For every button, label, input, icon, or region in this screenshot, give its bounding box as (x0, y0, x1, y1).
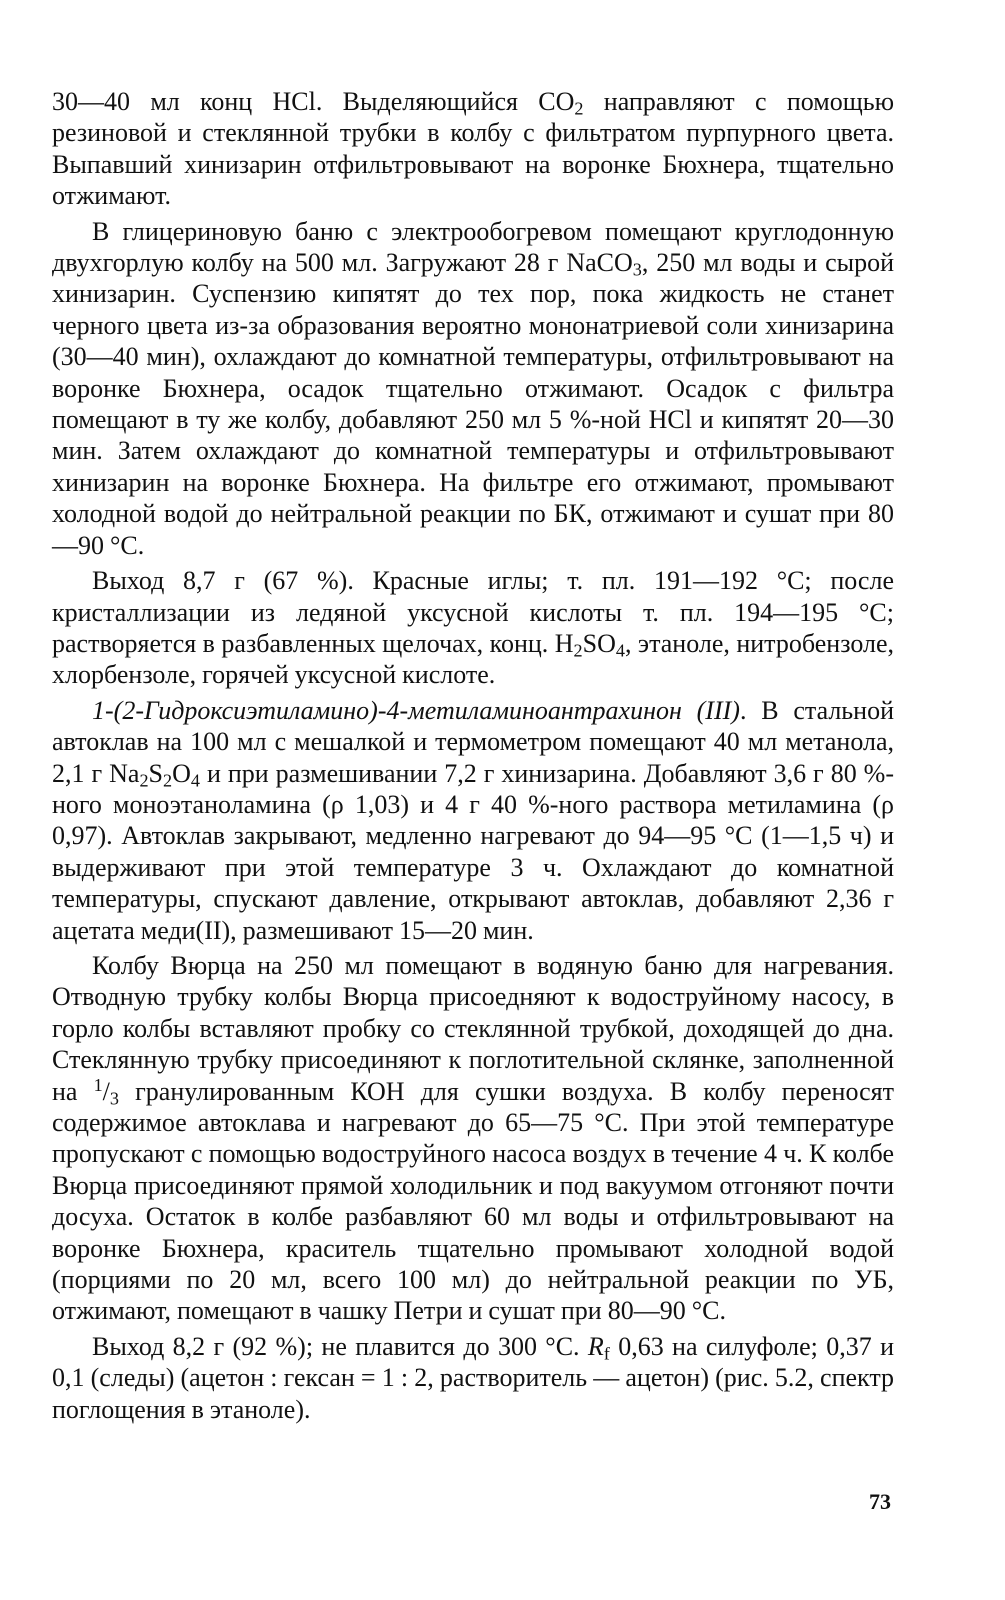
paragraph-5-text: Колбу Вюрца на 250 мл помещают в водяную баню для нагревания. Отводную трубку колбы Вюрца присоедняют к водоструйному насосу, в горло колбы вставляют пробку со стеклянной трубкой, доходящей до дна. Стеклянную трубку присоединяют к поглотительной склянке, заполненной на (52, 950, 894, 1106)
paragraph-2 (52, 216, 894, 561)
paragraph-4-text: O (172, 758, 191, 788)
paragraph-4-text: S (148, 758, 164, 788)
paragraph-4-text: . В стальной автоклав на 100 мл с мешалкой и термометром помещают 40 мл метанола, 2,1 г Na (52, 695, 894, 788)
paragraph-5-text: гранулированным КОН для сушки воздуха. В колбу переносят содержимое автоклава и нагревают до 65—75 °С. При этой температуре пропускают с помощью водоструйного насоса воздух в течение 4 ч. К колбе Вюрца присоединяют прямой холодильник и под вакуумом отгоняют почти досуха. Остаток в колбе разбавляют 60 мл воды и отфильтровывают на воронке Бюхнера, краситель тщательно промывают холодной водой (порциями по 20 мл, всего 100 мл) до нейтральной реакции по УБ, отжимают, помещают в чашку Петри и сушат при 80—90 °С. (52, 1076, 894, 1326)
subscript: 3 (632, 259, 642, 280)
paragraph-4-text: и при размешивании 7,2 г хинизарина. Добавляют 3,6 г 80 %-ного моноэтаноламина (ρ 1,03) и 4 г 40 %-ного раствора метиламина (ρ 0,97). Автоклав закрывают, медленно нагревают до 94—95 °С (1—1,5 ч) и выдерживают при этой температуре 3 ч. Охлаждают до комнатной температуры, спускают давление, открывают автоклав, добавляют 2,36 г ацетата меди(II), размешивают 15—20 мин. (52, 758, 894, 945)
subscript: 2 (573, 640, 583, 661)
paragraph-2-text: В глицериновую баню с электрообогревом помещают круглодонную двухгорлую колбу на 500 мл. Загружают 28 г NaCO (52, 216, 894, 278)
fraction-denominator: 3 (109, 1088, 119, 1109)
subscript: 2 (163, 770, 173, 791)
paragraph-6-text: Выход 8,2 г (92 %); не плавится до 300 °С. (92, 1331, 588, 1361)
paragraph-3 (52, 565, 894, 691)
rf-subscript: f (603, 1343, 610, 1364)
compound-title: 1-(2-Гидроксиэтиламино)-4-метиламиноантрахинон (92, 695, 682, 725)
paragraph-3-text: SO (582, 628, 616, 658)
subscript: 4 (190, 770, 200, 791)
paragraph-1-text: 30—40 мл конц HCl. Выделяющийся CO (52, 87, 575, 116)
fraction-numerator: 1 (93, 1074, 103, 1095)
paragraph-6-text: 0,63 на силуфоле; 0,37 и 0,1 (следы) (ацетон : гексан = 1 : 2, растворитель — ацетон) (рис. 5.2, спектр поглощения в этаноле). (52, 1331, 894, 1424)
paragraph-3-text: , этаноле, нитробензоле, хлорбензоле, горячей уксусной кислоте. (52, 628, 894, 690)
subscript: 2 (139, 770, 149, 791)
paragraph-5 (52, 950, 894, 1327)
paragraph-3-text: Выход 8,7 г (67 %). Красные иглы; т. пл. 191—192 °С; после кристаллизации из ледяной уксусной кислоты т. пл. 194—195 °С; растворяется в разбавленных щелочах, конц. H (52, 566, 894, 658)
compound-label: (III) (681, 695, 740, 725)
paragraph-6 (52, 1331, 894, 1425)
paragraph-1-text: направляют с помощью резиновой и стеклянной трубки в колбу с фильтратом пурпурного цвета. Выпавший хинизарин отфильтровывают на воронке Бюхнера, тщательно отжимают. (52, 87, 894, 211)
subscript: 2 (574, 98, 584, 119)
paragraph-2-text: , 250 мл воды и сырой хинизарин. Суспензию кипятят до тех пор, пока жидкость не станет черного цвета из-за образования вероятно мононатриевой соли хинизарина (30—40 мин), охлаждают до комнатной температуры, отфильтровывают на воронке Бюхнера, осадок тщательно отжимают. Осадок с фильтра помещают в ту же колбу, добавляют 250 мл 5 %-ной HCl и кипятят 20—30 мин. Затем охлаждают до комнатной температуры и отфильтровывают хинизарин на воронке Бюхнера. На фильтре его отжимают, промывают холодной водой до нейтральной реакции по БК, отжимают и сушат при 80—90 °С. (52, 248, 894, 560)
rf-symbol: R (587, 1331, 604, 1361)
subscript: 4 (615, 640, 625, 661)
page-body (52, 86, 894, 1429)
fraction-slash: / (102, 1076, 110, 1106)
paragraph-1 (52, 86, 894, 212)
page-number: 73 (869, 1489, 891, 1514)
paragraph-4 (52, 695, 894, 946)
